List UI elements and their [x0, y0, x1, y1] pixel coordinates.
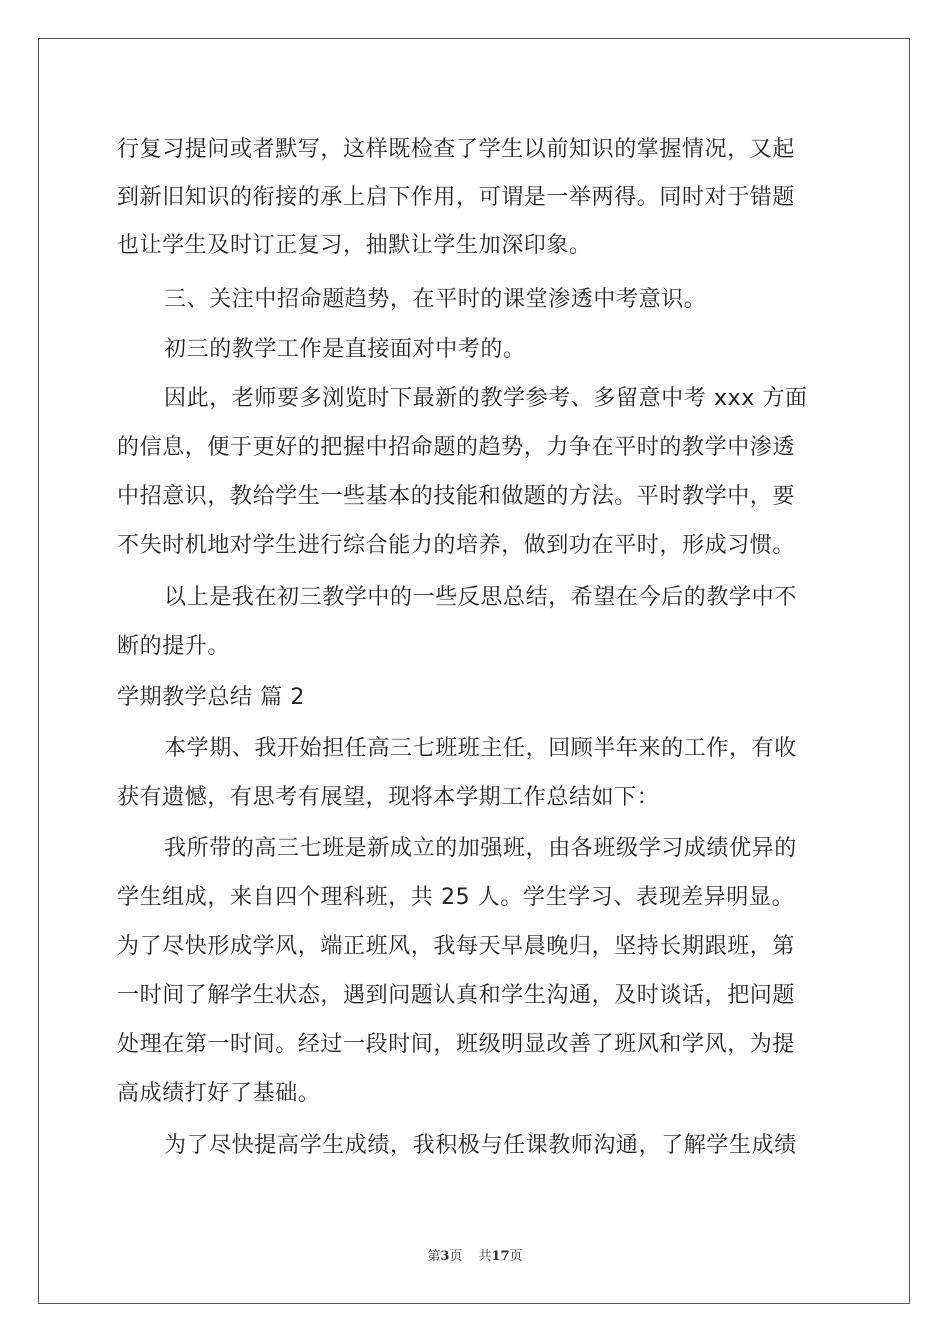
paragraph-line: 以上是我在初三教学中的一些反思总结，希望在今后的教学中不	[164, 585, 797, 610]
paragraph-line: 也让学生及时订正复习，抽默让学生加深印象。	[117, 233, 592, 258]
paragraph-line: 为了尽快提高学生成绩，我积极与任课教师沟通，了解学生成绩	[164, 1133, 797, 1158]
article-heading: 学期教学总结 篇 2	[117, 685, 305, 710]
page-footer	[0, 1248, 950, 1266]
paragraph-line: 断的提升。	[117, 634, 231, 659]
paragraph-line: 行复习提问或者默写，这样既检查了学生以前知识的掌握情况，又起	[117, 137, 796, 162]
page-border	[38, 38, 910, 1304]
paragraph-line: 中招意识，教给学生一些基本的技能和做题的方法。平时教学中，要	[117, 484, 796, 509]
page-number: 3	[440, 1249, 450, 1264]
paragraph-line: 一时间了解学生状态，遇到问题认真和学生沟通，及时谈话，把问题	[117, 983, 796, 1008]
paragraph-line: 的信息，便于更好的把握中招命题的趋势，力争在平时的教学中渗透	[117, 435, 796, 460]
paragraph-line: 获有遗憾，有思考有展望，现将本学期工作总结如下：	[117, 785, 660, 810]
total-pages: 17	[491, 1249, 510, 1264]
paragraph-line: 处理在第一时间。经过一段时间，班级明显改善了班风和学风，为提	[117, 1032, 796, 1057]
total-label-suffix: 页	[509, 1249, 523, 1264]
page-label-suffix: 页	[449, 1249, 463, 1264]
paragraph-line: 本学期、我开始担任高三七班班主任，回顾半年来的工作，有收	[164, 736, 797, 761]
paragraph-line: 不失时机地对学生进行综合能力的培养，做到功在平时，形成习惯。	[117, 533, 796, 558]
paragraph-line: 高成绩打好了基础。	[117, 1081, 321, 1106]
paragraph-line: 到新旧知识的衔接的承上启下作用，可谓是一举两得。同时对于错题	[117, 185, 796, 210]
page-label-prefix: 第	[427, 1249, 441, 1264]
paragraph-line: 因此，老师要多浏览时下最新的教学参考、多留意中考 xxx 方面	[164, 386, 808, 411]
section-heading: 三、关注中招命题趋势，在平时的课堂渗透中考意识。	[164, 287, 707, 312]
paragraph-line: 初三的教学工作是直接面对中考的。	[164, 337, 526, 362]
paragraph-line: 我所带的高三七班是新成立的加强班，由各班级学习成绩优异的	[164, 836, 797, 861]
paragraph-line: 为了尽快形成学风，端正班风，我每天早晨晚归，坚持长期跟班，第	[117, 934, 796, 959]
total-label-prefix: 共	[478, 1249, 492, 1264]
paragraph-line: 学生组成，来自四个理科班，共 25 人。学生学习、表现差异明显。	[117, 885, 795, 910]
